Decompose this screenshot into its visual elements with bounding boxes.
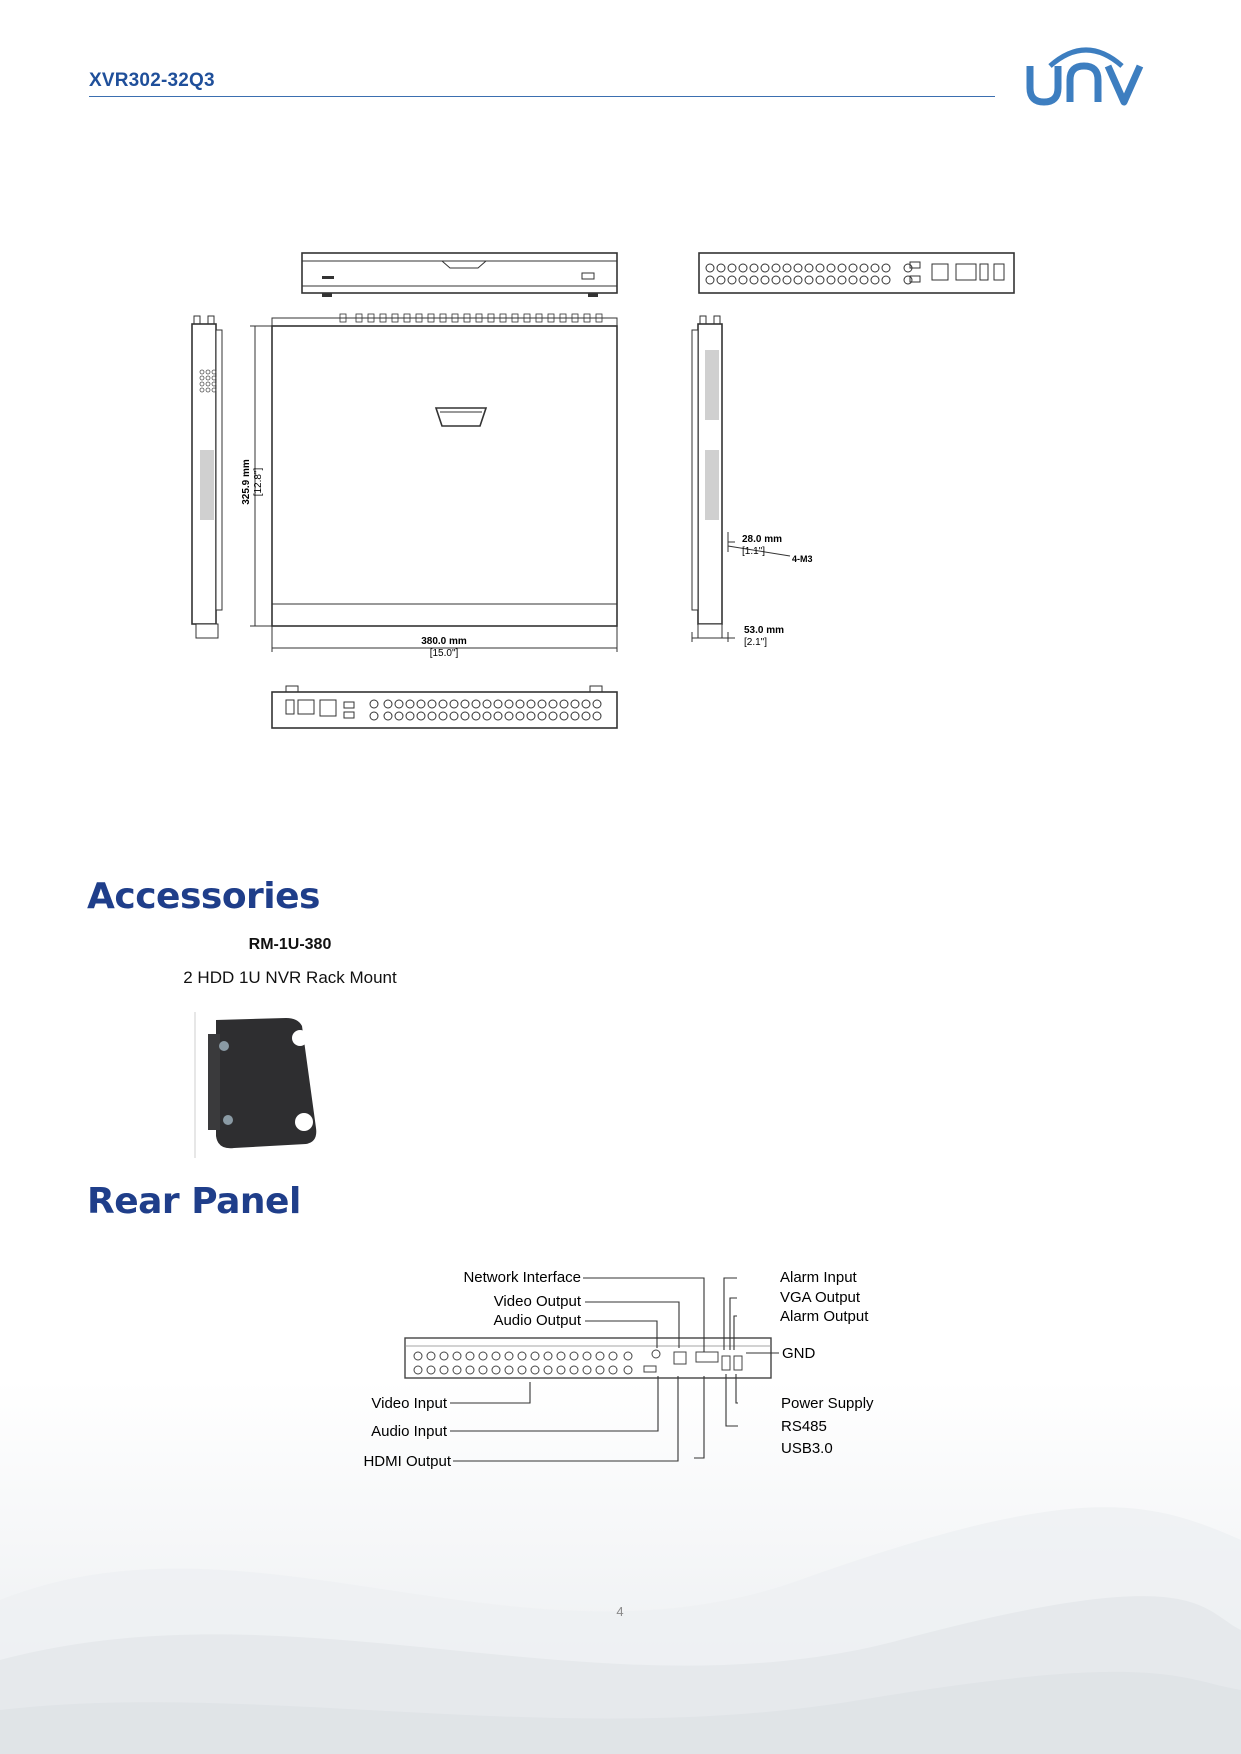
height-dimension-mm: 53.0 mm	[744, 625, 785, 636]
accessory-description: 2 HDD 1U NVR Rack Mount	[183, 968, 397, 987]
rack-mount-bracket-image	[194, 1012, 330, 1158]
back-view-bottom	[272, 686, 617, 728]
label-hdmi-output: HDMI Output	[363, 1453, 451, 1470]
label-rs485: RS485	[781, 1418, 827, 1435]
label-gnd: GND	[782, 1345, 816, 1362]
height-dimension-in: [2.1"]	[744, 637, 768, 648]
accessory-code: RM-1U-380	[248, 936, 332, 953]
label-alarm-input: Alarm Input	[780, 1269, 857, 1286]
unv-logo	[1026, 36, 1148, 108]
label-audio-output: Audio Output	[493, 1312, 581, 1329]
label-network-interface: Network Interface	[463, 1269, 581, 1286]
hole-spacing-mm: 28.0 mm	[742, 534, 783, 545]
back-view	[699, 253, 1014, 293]
depth-dimension-in: [12.8"]	[253, 467, 264, 497]
label-video-output: Video Output	[493, 1293, 581, 1310]
rear-panel-diagram	[360, 1258, 900, 1478]
label-vga-output: VGA Output	[780, 1289, 861, 1306]
label-alarm-output: Alarm Output	[780, 1308, 869, 1325]
left-side-view	[192, 316, 222, 638]
top-view	[250, 314, 617, 652]
header-rule	[89, 96, 995, 97]
page-number: 4	[616, 1604, 624, 1619]
width-dimension-in: [15.0"]	[429, 648, 459, 659]
front-view	[302, 253, 617, 297]
label-audio-input: Audio Input	[371, 1423, 447, 1440]
dimension-drawing	[180, 240, 1060, 740]
width-dimension-mm: 380.0 mm	[421, 636, 467, 647]
label-usb: USB3.0	[781, 1440, 833, 1457]
model-number: XVR302-32Q3	[89, 70, 215, 91]
right-side-view	[692, 316, 790, 642]
hole-spacing-in: [1.1"]	[742, 546, 766, 557]
accessories-heading: Accessories	[87, 876, 320, 917]
label-power-supply: Power Supply	[781, 1395, 874, 1412]
screw-label: 4-M3	[792, 554, 813, 564]
rear-panel-heading: Rear Panel	[87, 1181, 301, 1222]
label-video-input: Video Input	[371, 1395, 447, 1412]
depth-dimension-mm: 325.9 mm	[241, 459, 252, 505]
